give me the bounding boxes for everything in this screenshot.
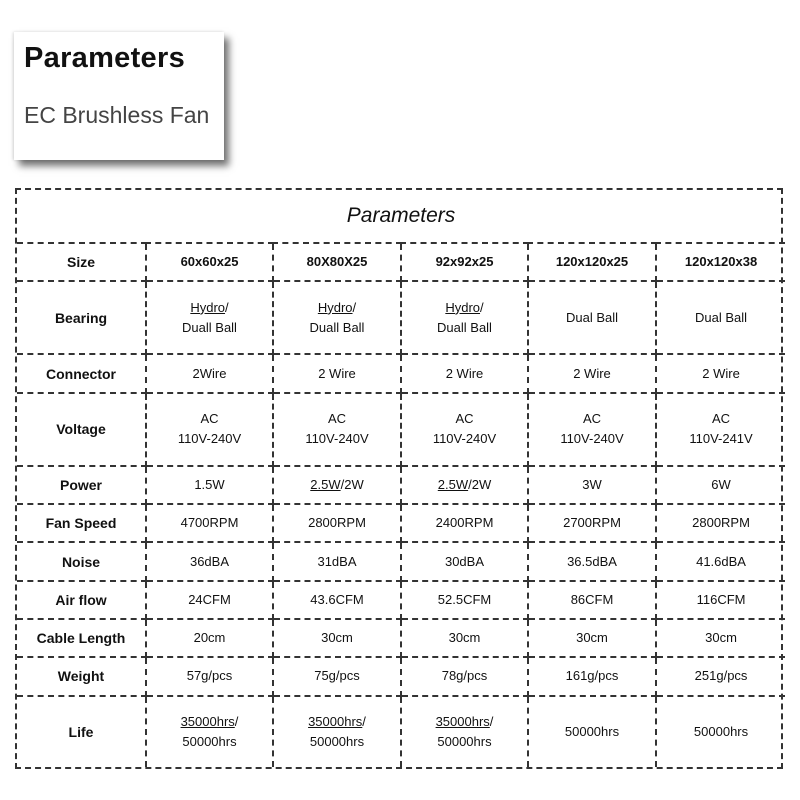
page-title: Parameters: [24, 42, 185, 74]
voltage-type: AC: [327, 411, 347, 427]
bearing-cell: Dual Ball: [656, 281, 785, 354]
row-label-weight: Weight: [17, 657, 146, 695]
connector-cell: 2 Wire: [273, 354, 401, 392]
table-title-row: [17, 190, 785, 243]
row-label-bearing: Bearing: [17, 281, 146, 354]
bearing-cell: Dual Ball: [528, 281, 656, 354]
fan-speed-cell: 2800RPM: [656, 504, 785, 542]
voltage-cell: [528, 393, 656, 466]
bearing-separator: /: [480, 299, 484, 315]
size-cell: 120x120x38: [656, 243, 785, 281]
weight-cell: 251g/pcs: [656, 657, 785, 695]
voltage-range: 110V-240V: [560, 431, 624, 447]
table-row-air-flow: [17, 581, 785, 619]
fan-speed-cell: 2400RPM: [401, 504, 528, 542]
cable-length-cell: 30cm: [528, 619, 656, 657]
connector-cell: 2 Wire: [401, 354, 528, 392]
size-cell: 60x60x25: [146, 243, 273, 281]
voltage-range: 110V-241V: [689, 431, 753, 447]
life-separator: /: [489, 713, 494, 729]
bearing-primary: Hydro: [317, 299, 353, 315]
air-flow-cell: 86CFM: [528, 581, 656, 619]
row-label-connector: Connector: [17, 354, 146, 392]
life-cell: [273, 696, 401, 767]
noise-cell: 36dBA: [146, 542, 273, 580]
table-row-bearing: [17, 281, 785, 354]
cable-length-cell: 20cm: [146, 619, 273, 657]
power-cell: 6W: [656, 466, 785, 504]
row-label-size: Size: [17, 243, 146, 281]
voltage-type: AC: [455, 411, 474, 427]
life-cell: [401, 696, 528, 767]
voltage-type: AC: [712, 411, 731, 427]
life-primary: 35000hrs: [180, 713, 235, 729]
noise-cell: 36.5dBA: [528, 542, 656, 580]
weight-cell: 161g/pcs: [528, 657, 656, 695]
voltage-type: AC: [582, 411, 602, 427]
life-separator: /: [234, 713, 239, 729]
air-flow-cell: 43.6CFM: [273, 581, 401, 619]
power-cell: [401, 466, 528, 504]
parameters-grid: [17, 190, 785, 767]
power-cell: 1.5W: [146, 466, 273, 504]
fan-speed-cell: 2700RPM: [528, 504, 656, 542]
table-row-cable-length: [17, 619, 785, 657]
power-cell: [273, 466, 401, 504]
row-label-air-flow: Air flow: [17, 581, 146, 619]
voltage-range: 110V-240V: [432, 431, 497, 447]
table-row-life: [17, 696, 785, 767]
size-cell: 120x120x25: [528, 243, 656, 281]
life-separator: /: [362, 713, 366, 729]
voltage-cell: [273, 393, 401, 466]
table-row-fan-speed: [17, 504, 785, 542]
life-secondary: 50000hrs: [182, 733, 237, 749]
connector-cell: 2Wire: [146, 354, 273, 392]
bearing-cell: [273, 281, 401, 354]
air-flow-cell: 52.5CFM: [401, 581, 528, 619]
bearing-separator: /: [352, 299, 357, 315]
row-label-power: Power: [17, 466, 146, 504]
voltage-cell: [146, 393, 273, 466]
row-label-cable-length: Cable Length: [17, 619, 146, 657]
bearing-separator: /: [225, 299, 229, 315]
life-primary: 35000hrs: [435, 713, 490, 729]
bearing-cell: [146, 281, 273, 354]
power-primary: 2.5W: [310, 476, 341, 492]
noise-cell: 31dBA: [273, 542, 401, 580]
fan-speed-cell: 4700RPM: [146, 504, 273, 542]
size-cell: 80X80X25: [273, 243, 401, 281]
bearing-secondary: Duall Ball: [182, 319, 237, 335]
air-flow-cell: 116CFM: [656, 581, 785, 619]
voltage-cell: [401, 393, 528, 466]
bearing-primary: Hydro: [445, 299, 481, 315]
connector-cell: 2 Wire: [528, 354, 656, 392]
power-secondary: /2W: [340, 476, 364, 492]
page-subtitle: EC Brushless Fan: [24, 102, 210, 128]
voltage-range: 110V-240V: [305, 431, 369, 447]
table-row-weight: [17, 657, 785, 695]
table-title: Parameters: [17, 190, 785, 243]
header-card: [14, 32, 224, 160]
row-label-noise: Noise: [17, 542, 146, 580]
noise-cell: 30dBA: [401, 542, 528, 580]
life-secondary: 50000hrs: [309, 733, 365, 749]
table-row-connector: [17, 354, 785, 392]
voltage-range: 110V-240V: [177, 431, 242, 447]
cable-length-cell: 30cm: [401, 619, 528, 657]
size-cell: 92x92x25: [401, 243, 528, 281]
bearing-secondary: Duall Ball: [437, 319, 492, 335]
table-row-voltage: [17, 393, 785, 466]
weight-cell: 75g/pcs: [273, 657, 401, 695]
row-label-voltage: Voltage: [17, 393, 146, 466]
weight-cell: 78g/pcs: [401, 657, 528, 695]
voltage-type: AC: [200, 411, 219, 427]
air-flow-cell: 24CFM: [146, 581, 273, 619]
connector-cell: 2 Wire: [656, 354, 785, 392]
life-cell: [146, 696, 273, 767]
power-cell: 3W: [528, 466, 656, 504]
power-secondary: /2W: [468, 476, 492, 492]
life-cell: 50000hrs: [656, 696, 785, 767]
voltage-cell: [656, 393, 785, 466]
life-primary: 35000hrs: [308, 713, 363, 729]
parameters-table: [15, 188, 783, 769]
bearing-cell: [401, 281, 528, 354]
weight-cell: 57g/pcs: [146, 657, 273, 695]
life-cell: 50000hrs: [528, 696, 656, 767]
bearing-primary: Hydro: [190, 299, 226, 315]
noise-cell: 41.6dBA: [656, 542, 785, 580]
fan-speed-cell: 2800RPM: [273, 504, 401, 542]
power-primary: 2.5W: [437, 476, 469, 492]
row-label-life: Life: [17, 696, 146, 767]
cable-length-cell: 30cm: [656, 619, 785, 657]
table-row-noise: [17, 542, 785, 580]
row-label-fan-speed: Fan Speed: [17, 504, 146, 542]
table-row-size: [17, 243, 785, 281]
cable-length-cell: 30cm: [273, 619, 401, 657]
table-row-power: [17, 466, 785, 504]
life-secondary: 50000hrs: [437, 733, 492, 749]
bearing-secondary: Duall Ball: [309, 319, 365, 335]
